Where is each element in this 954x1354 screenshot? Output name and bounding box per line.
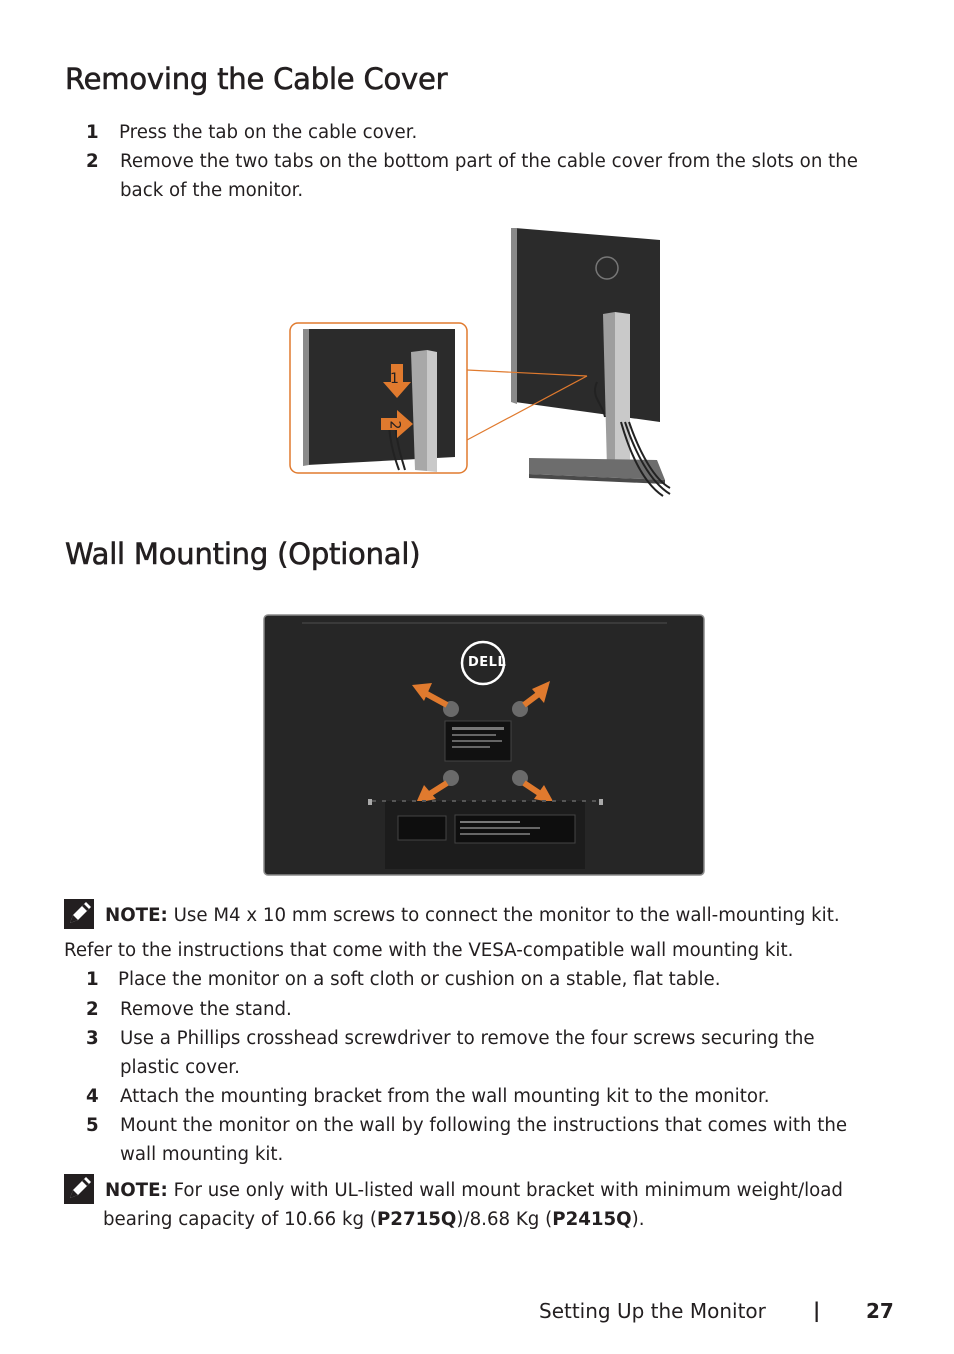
note-label: NOTE: [105, 905, 168, 926]
footer-section-title: Setting Up the Monitor [539, 1299, 766, 1323]
footer-separator: | [813, 1298, 821, 1322]
note-text: Use M4 x 10 mm screws to connect the monitor to the wall-mounting kit. [167, 905, 840, 926]
step-text-continued: back of the monitor. [120, 180, 304, 201]
note-bracket-capacity-continued [103, 1205, 645, 1234]
step-text: Remove the two tabs on the bottom part of the cable cover from the slots on the [120, 151, 858, 172]
page-number: 27 [866, 1299, 894, 1323]
step-text: Remove the stand. [120, 999, 292, 1020]
step-text: Attach the mounting bracket from the wall mounting kit to the monitor. [120, 1086, 770, 1107]
step-number: 4 [86, 1086, 99, 1107]
note-label: NOTE: [105, 1180, 168, 1201]
note-text: )/8.68 Kg ( [456, 1209, 553, 1230]
note-text: bearing capacity of 10.66 kg ( [103, 1209, 377, 1230]
step-text: Use a Phillips crosshead screwdriver to remove the four screws securing the [120, 1028, 815, 1049]
model-p2715q: P2715Q [376, 1209, 457, 1230]
step-text: Place the monitor on a soft cloth or cushion on a stable, flat table. [118, 969, 721, 990]
step-text: Mount the monitor on the wall by following the instructions that comes with the [120, 1115, 848, 1136]
step-text-continued: plastic cover. [120, 1057, 240, 1078]
note-mounting-screws [105, 901, 840, 930]
note-text: For use only with UL-listed wall mount bracket with minimum weight/load [167, 1180, 843, 1201]
note-bracket-capacity [105, 1176, 843, 1205]
section-title-wall-mounting: Wall Mounting (Optional) [65, 537, 421, 571]
refer-text: Refer to the instructions that come with the VESA-compatible wall mounting kit. [64, 940, 794, 961]
step-number: 2 [86, 999, 99, 1020]
wall-mount-figure [262, 613, 707, 878]
cable-cover-figure [285, 222, 680, 502]
dell-logo-text: DELL [468, 655, 507, 670]
step-number: 3 [86, 1028, 99, 1049]
note-pencil-icon [64, 1174, 94, 1204]
callout-2: 2 [386, 420, 403, 430]
step-number: 1 [86, 969, 99, 990]
note-pencil-icon [64, 899, 94, 929]
step-number: 5 [86, 1115, 99, 1136]
step-number: 2 [86, 151, 99, 172]
step-number: 1 [86, 122, 99, 143]
section-title-cable-cover: Removing the Cable Cover [65, 62, 448, 96]
step-text-continued: wall mounting kit. [120, 1144, 284, 1165]
callout-1: 1 [390, 371, 399, 387]
step-text: Press the tab on the cable cover. [119, 122, 418, 143]
model-p2415q: P2415Q [552, 1209, 632, 1230]
note-text: ). [631, 1209, 645, 1230]
